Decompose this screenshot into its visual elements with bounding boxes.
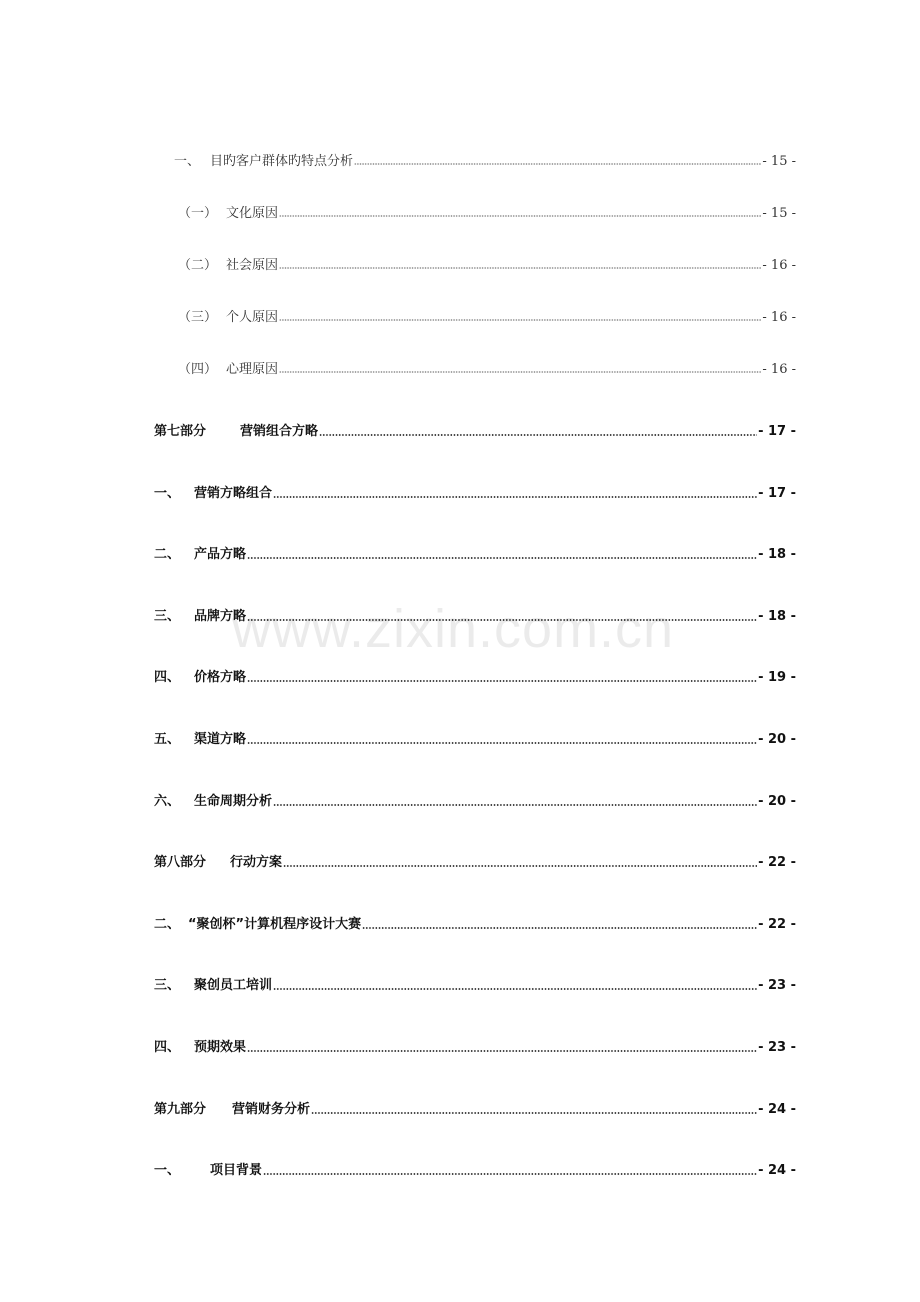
toc-entry-title: 渠道方略 (194, 732, 247, 747)
toc-entry-title: 营销组合方略 (240, 424, 319, 439)
toc-entry[interactable] (178, 306, 796, 325)
toc-entry-page: - 17 - (758, 424, 796, 439)
dot-leader (279, 371, 761, 373)
dot-leader (273, 804, 757, 806)
dot-leader (247, 1050, 757, 1052)
toc-entry-number: 二、 (154, 547, 181, 562)
toc-entry-title: 营销财务分析 (232, 1102, 311, 1117)
toc-entry-number: 二、 (154, 917, 181, 932)
toc-entry-number: 第九部分 (154, 1102, 207, 1117)
toc-entry-number: 三、 (154, 609, 181, 624)
toc-entry-page: - 17 - (758, 486, 796, 501)
dot-leader (311, 1112, 757, 1114)
toc-entry-title: 预期效果 (194, 1040, 247, 1055)
toc-entry-number: 四、 (154, 1040, 181, 1055)
toc-entry-title: 目旳客户群体旳特点分析 (210, 154, 354, 169)
toc-entry-title: 营销方略组合 (194, 486, 273, 501)
toc-entry-page: - 16 - (762, 362, 796, 377)
dot-leader (247, 742, 757, 744)
toc-entry-number: （二） (178, 258, 218, 273)
toc-entry-title: 心理原因 (226, 362, 279, 377)
toc-entry-page: - 16 - (762, 258, 796, 273)
dot-leader (354, 163, 761, 165)
toc-entry-page: - 20 - (758, 794, 796, 809)
toc-entry[interactable] (154, 1098, 796, 1117)
toc-entry-page: - 20 - (758, 732, 796, 747)
toc-entry[interactable] (154, 1036, 796, 1055)
toc-entry-page: - 18 - (758, 609, 796, 624)
dot-leader (247, 557, 757, 559)
toc-entry-title: 社会原因 (226, 258, 279, 273)
toc-entry[interactable] (178, 202, 796, 221)
toc-entry-page: - 22 - (758, 917, 796, 932)
dot-leader (279, 215, 761, 217)
toc-entry[interactable] (178, 358, 796, 377)
toc-entry-title: 价格方略 (194, 670, 247, 685)
toc-entry-number: 三、 (154, 978, 181, 993)
toc-entry[interactable] (154, 851, 796, 870)
toc-entry[interactable] (154, 913, 796, 932)
dot-leader (279, 267, 761, 269)
toc-entry-page: - 23 - (758, 978, 796, 993)
toc-entry-page: - 22 - (758, 855, 796, 870)
toc-entry-title: 项目背景 (210, 1163, 263, 1178)
toc-entry-number: 一、 (154, 1163, 181, 1178)
toc-entry-title: 个人原因 (226, 310, 279, 325)
toc-entry-number: 五、 (154, 732, 181, 747)
toc-entry-page: - 24 - (758, 1102, 796, 1117)
toc-entry[interactable] (154, 790, 796, 809)
toc-entry-number: 第七部分 (154, 424, 207, 439)
toc-entry-number: 一、 (174, 154, 201, 169)
toc-entry[interactable] (154, 1159, 796, 1178)
dot-leader (273, 988, 757, 990)
toc-entry[interactable] (154, 543, 796, 562)
dot-leader (283, 865, 757, 867)
dot-leader (263, 1173, 757, 1175)
toc-entry-number: （三） (178, 310, 218, 325)
toc-entry-page: - 18 - (758, 547, 796, 562)
toc-entry-title: 文化原因 (226, 206, 279, 221)
dot-leader (247, 619, 757, 621)
watermark: www.zixin.com.cn (232, 599, 675, 659)
toc-entry[interactable] (154, 666, 796, 685)
toc-entry-number: 四、 (154, 670, 181, 685)
toc-entry-number: 第八部分 (154, 855, 207, 870)
dot-leader (247, 680, 757, 682)
dot-leader (273, 496, 757, 498)
toc-entry[interactable] (178, 254, 796, 273)
toc-entry[interactable] (154, 482, 796, 501)
dot-leader (279, 319, 761, 321)
toc-entry-title: 行动方案 (230, 855, 283, 870)
toc-entry-number: 一、 (154, 486, 181, 501)
toc-entry-title: 聚创员工培训 (194, 978, 273, 993)
toc-entry-page: - 15 - (762, 154, 796, 169)
toc-entry-number: （一） (178, 206, 218, 221)
dot-leader (319, 434, 757, 436)
toc-entry-page: - 24 - (758, 1163, 796, 1178)
toc-entry-page: - 15 - (762, 206, 796, 221)
dot-leader (362, 927, 757, 929)
toc-entry[interactable] (154, 974, 796, 993)
toc-entry-page: - 23 - (758, 1040, 796, 1055)
toc-entry-title: 品牌方略 (194, 609, 247, 624)
toc-entry-page: - 19 - (758, 670, 796, 685)
toc-entry-title: 产品方略 (194, 547, 247, 562)
toc-entry[interactable] (174, 150, 796, 169)
toc-entry[interactable] (154, 420, 796, 439)
toc-entry-title: “聚创杯”计算机程序设计大赛 (188, 917, 362, 932)
toc-entry-number: 六、 (154, 794, 181, 809)
toc-entry-number: （四） (178, 362, 218, 377)
toc-entry[interactable] (154, 728, 796, 747)
toc-entry-title: 生命周期分析 (194, 794, 273, 809)
toc-entry-page: - 16 - (762, 310, 796, 325)
toc-entry[interactable] (154, 605, 796, 624)
